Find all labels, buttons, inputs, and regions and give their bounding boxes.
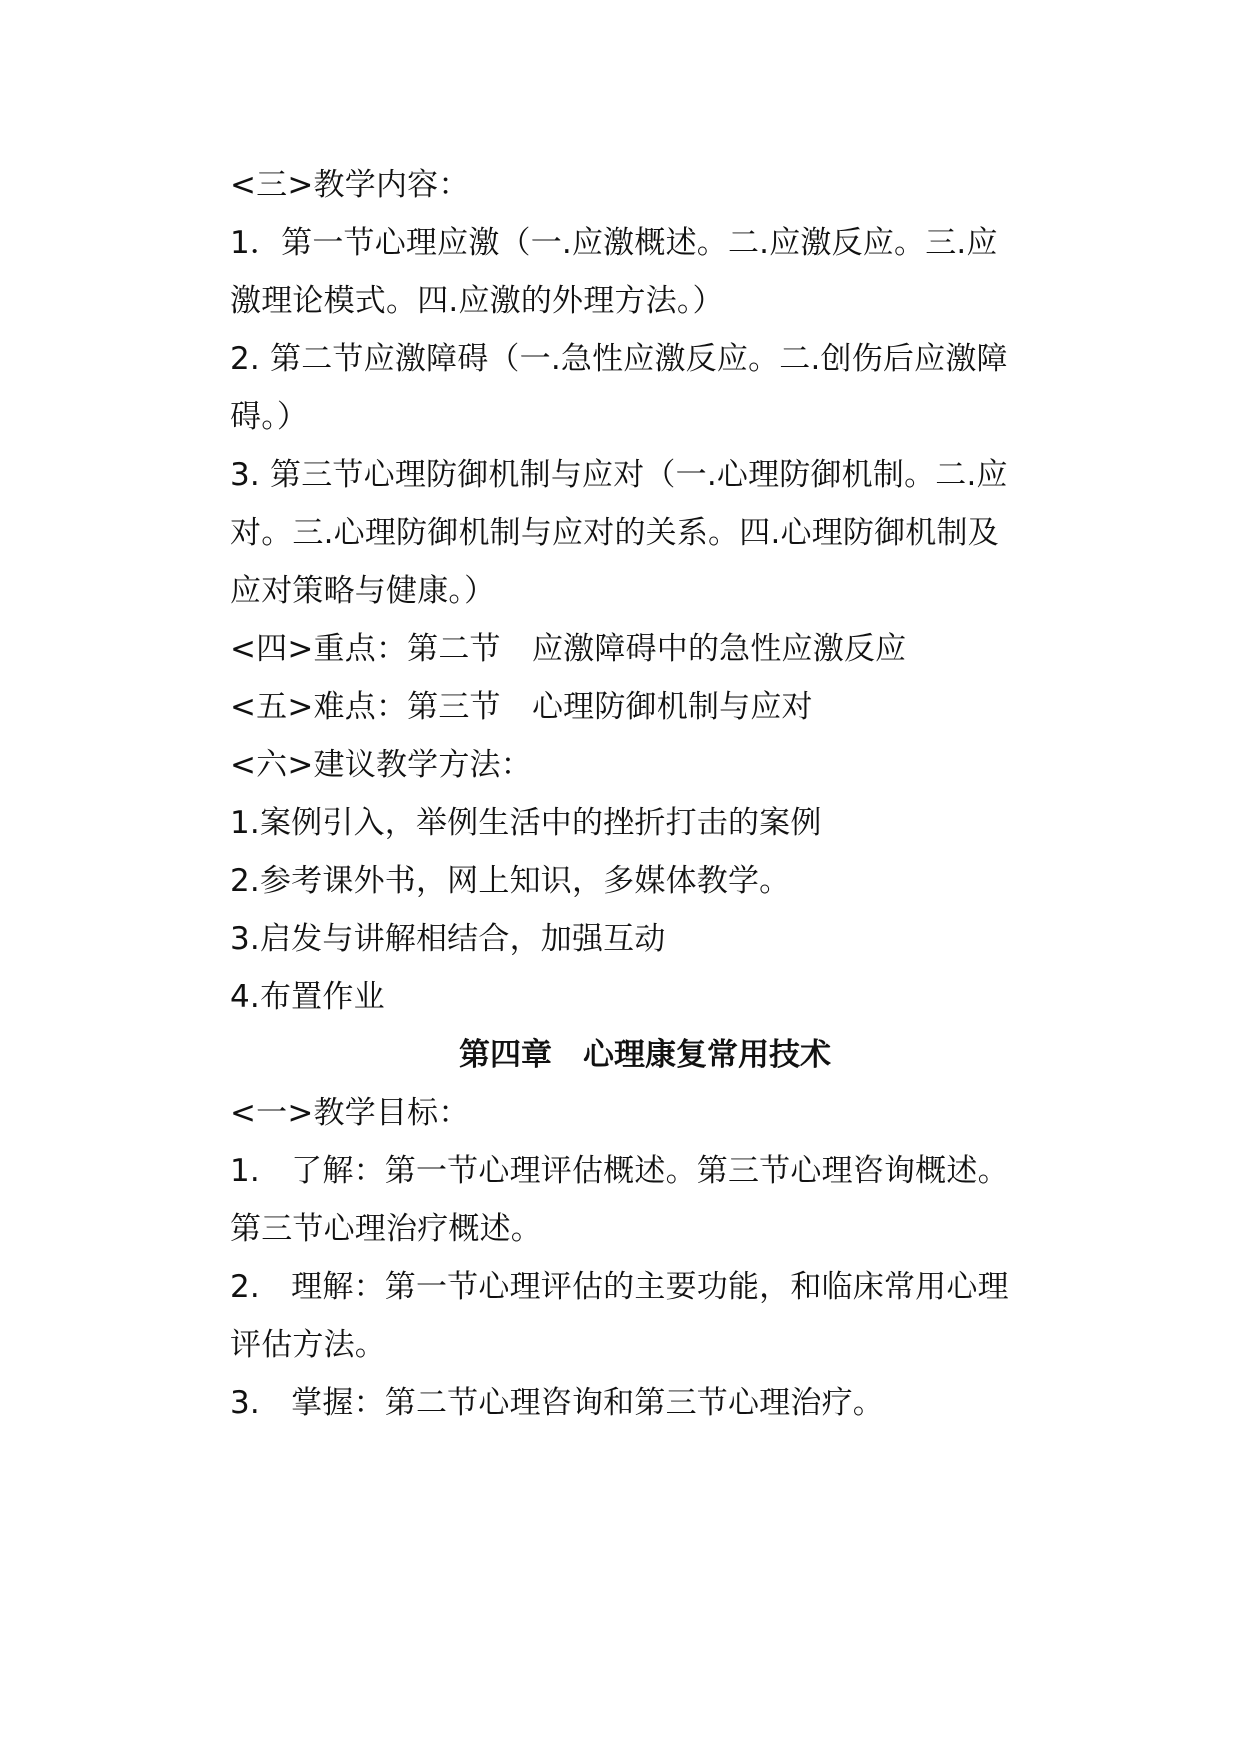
method-item: 4.布置作业 [230, 979, 385, 1015]
method-item: 1.案例引入，举例生活中的挫折打击的案例 [230, 805, 822, 841]
content-item-3-line-1: 3. 第三节心理防御机制与应对（一.心理防御机制。二.应 [230, 457, 1008, 493]
chapter-heading: 第四章 心理康复常用技术 [459, 1037, 831, 1073]
teaching-goals-title: <一>教学目标： [230, 1095, 470, 1131]
goal-1-line-2: 第三节心理治疗概述。 [230, 1211, 542, 1247]
method-item: 2.参考课外书，网上知识，多媒体教学。 [230, 863, 791, 899]
difficulty-point: <五>难点：第三节 心理防御机制与应对 [230, 689, 813, 725]
content-item-1-line-2: 激理论模式。四.应激的外理方法。） [230, 283, 724, 319]
goal-2-line-2: 评估方法。 [230, 1327, 386, 1363]
content-item-1-line-1: 1．第一节心理应激（一.应激概述。二.应激反应。三.应 [230, 225, 998, 261]
content-item-2-line-2: 碍。） [230, 399, 309, 435]
goal-1-line-1: 1. 了解：第一节心理评估概述。第三节心理咨询概述。 [230, 1153, 1009, 1189]
key-point: <四>重点：第二节 应激障碍中的急性应激反应 [230, 631, 907, 667]
content-item-2-line-1: 2. 第二节应激障碍（一.急性应激反应。二.创伤后应激障 [230, 341, 1008, 377]
teaching-methods-title: <六>建议教学方法： [230, 747, 532, 783]
content-item-3-line-3: 应对策略与健康。） [230, 573, 496, 609]
goal-2-line-1: 2. 理解：第一节心理评估的主要功能，和临床常用心理 [230, 1269, 1009, 1305]
method-item: 3.启发与讲解相结合，加强互动 [230, 921, 666, 957]
teaching-content-title: <三>教学内容： [230, 167, 470, 203]
content-item-3-line-2: 对。三.心理防御机制与应对的关系。四.心理防御机制及 [230, 515, 999, 551]
goal-3-line-1: 3. 掌握：第二节心理咨询和第三节心理治疗。 [230, 1385, 884, 1421]
